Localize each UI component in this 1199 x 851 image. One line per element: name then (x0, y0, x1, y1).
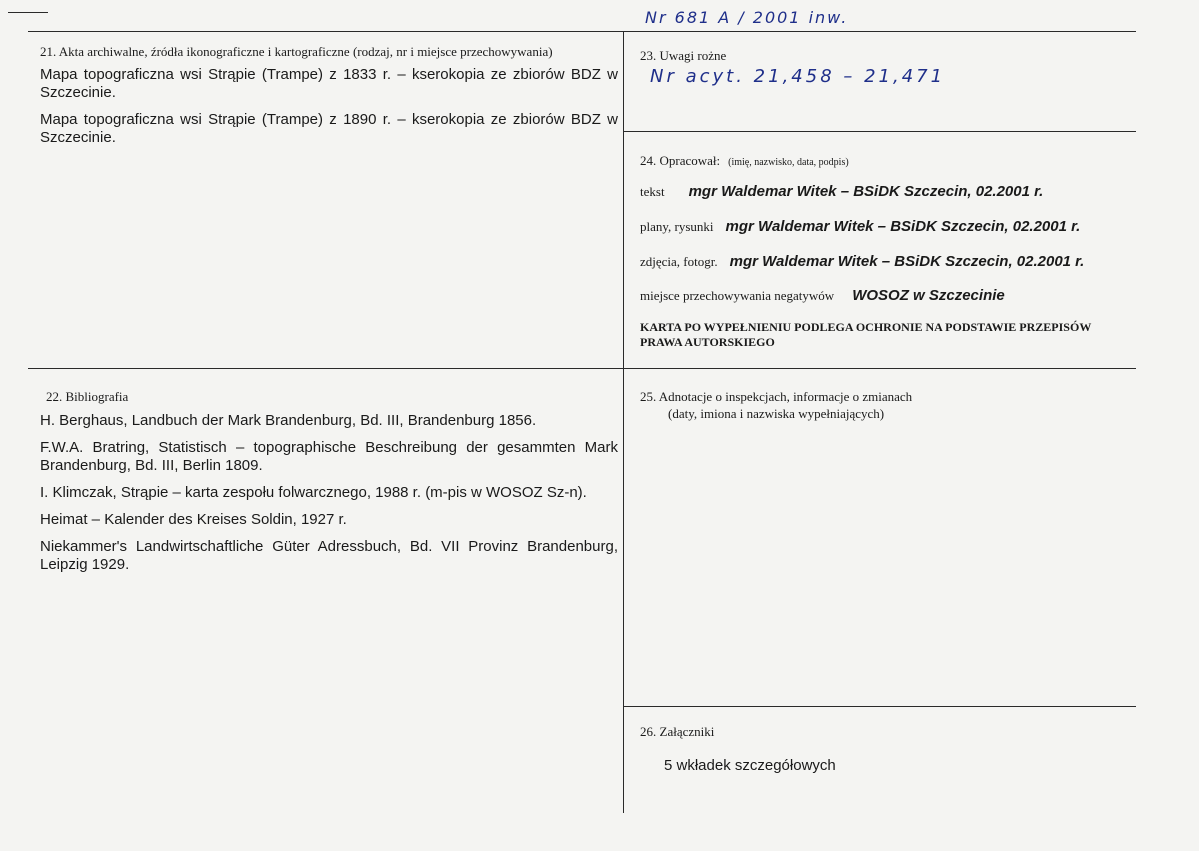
section-24 (640, 152, 1135, 349)
section-22-heading: 22. Bibliografia (46, 389, 129, 404)
bibliography-item-1: H. Berghaus, Landbuch der Mark Brandenburg, Bd. III, Brandenburg 1856. (40, 412, 537, 429)
section-24-heading-note: (imię, nazwisko, data, podpis) (728, 157, 849, 168)
author-row-value: mgr Waldemar Witek – BSiDK Szczecin, 02.2001 r. (729, 253, 1085, 270)
author-row-photos (640, 253, 1084, 271)
negatives-storage-value: WOSOZ w Szczecinie (852, 287, 1005, 304)
author-row-value: mgr Waldemar Witek – BSiDK Szczecin, 02.2001 r. (688, 183, 1044, 200)
section23-bottom-line (624, 131, 1136, 132)
section-25-heading: 25. Adnotacje o inspekcjach, informacje o zmianach (640, 389, 913, 404)
author-row-plans (640, 218, 1080, 236)
archive-item-2: Mapa topograficzna wsi Strąpie (Trampe) z 1890 r. – kserokopia ze zbiorów BDZ w Szczecinie. (40, 111, 618, 146)
frame-middle-line (28, 368, 1136, 369)
section-23-handwritten-note: Nr acyt. 21,458 – 21,471 (650, 66, 946, 87)
section-25-heading-line2: (daty, imiona i nazwiska wypełniających) (668, 406, 885, 421)
frame-top-line (28, 31, 1136, 32)
author-row-label: zdjęcia, fotogr. (640, 254, 718, 269)
author-row-label: plany, rysunki (640, 219, 714, 234)
negatives-storage-row (640, 287, 1005, 305)
bibliography-item-5: Niekammer's Landwirtschaftliche Güter Adressbuch, Bd. VII Provinz Brandenburg, Leipzig 1929. (40, 538, 618, 573)
top-left-mark (8, 12, 48, 13)
section-22 (40, 389, 618, 583)
author-row-value: mgr Waldemar Witek – BSiDK Szczecin, 02.2001 r. (725, 218, 1081, 235)
author-row-label: tekst (640, 184, 665, 199)
section-26-heading: 26. Załączniki (640, 724, 715, 739)
bibliography-item-4: Heimat – Kalender des Kreises Soldin, 1927 r. (40, 511, 347, 528)
section-23-heading: 23. Uwagi rożne (640, 48, 727, 63)
handwritten-inventory-number: Nr 681 A / 2001 inw. (645, 8, 849, 27)
negatives-storage-label: miejsce przechowywania negatywów (640, 288, 835, 303)
bibliography-item-2: F.W.A. Bratring, Statistisch – topographische Beschreibung der gesammten Mark Brandenburg, Bd. III, Berlin 1809. (40, 439, 618, 474)
section-24-heading: 24. Opracował: (640, 153, 721, 168)
copyright-notice: KARTA PO WYPEŁNIENIU PODLEGA OCHRONIE NA PODSTAWIE PRZEPISÓW PRAWA AUTORSKIEGO (640, 320, 1092, 349)
frame-center-divider (623, 31, 624, 813)
section-21-heading: 21. Akta archiwalne, źródła ikonograficzne i kartograficzne (rodzaj, nr i miejsce przechowywania) (40, 44, 553, 59)
section25-bottom-line (624, 706, 1136, 707)
bibliography-item-3: I. Klimczak, Strąpie – karta zespołu folwarcznego, 1988 r. (m-pis w WOSOZ Sz-n). (40, 484, 587, 501)
archive-item-1: Mapa topograficzna wsi Strąpie (Trampe) z 1833 r. – kserokopia ze zbiorów BDZ w Szczecinie. (40, 66, 618, 101)
attachments-value: 5 wkładek szczegółowych (664, 757, 836, 774)
author-row-text (640, 183, 1043, 201)
section-24-heading-row (640, 152, 1135, 172)
section-21 (40, 44, 618, 156)
